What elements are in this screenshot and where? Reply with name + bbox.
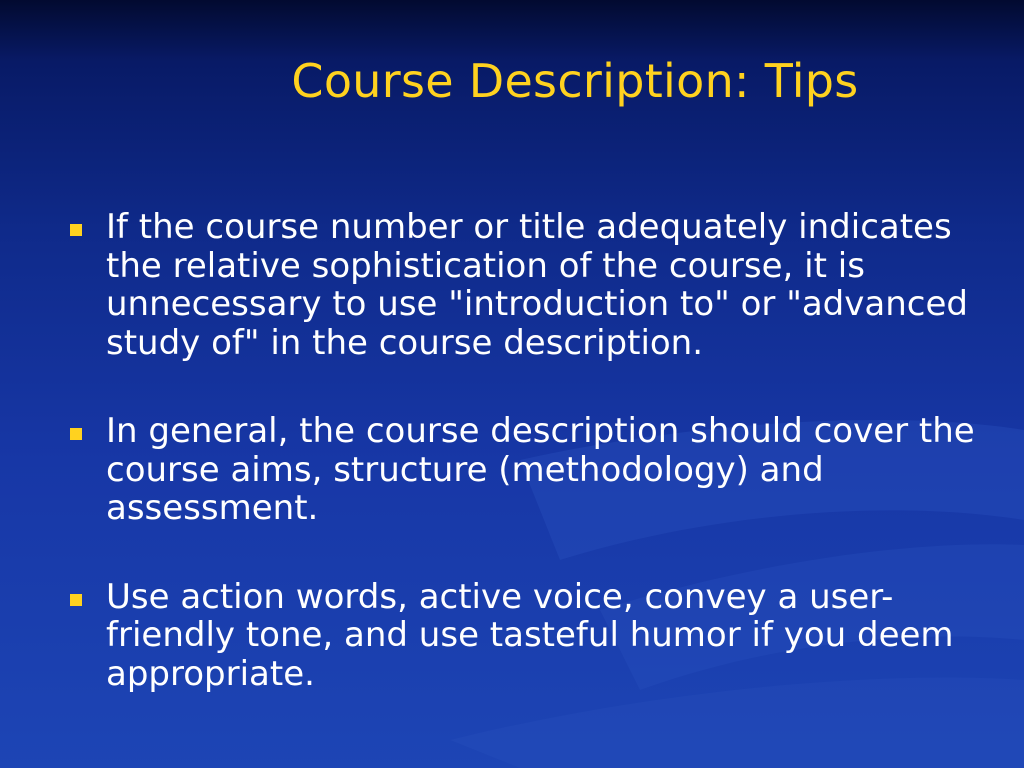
bullet-text: If the course number or title adequately indicates the relative sophistication of the course, it is unnecessary to use "introduction to" or "advanced study of" in the course description.: [106, 207, 968, 363]
bullet-square-icon: [70, 594, 82, 606]
bullet-list: [70, 208, 1010, 693]
bullet-text: In general, the course description should cover the course aims, structure (methodology) and assessment.: [106, 411, 975, 528]
bullet-text: Use action words, active voice, convey a user-friendly tone, and use tasteful humor if you deem appropriate.: [106, 576, 954, 694]
bullet-item: [70, 578, 1010, 694]
bullet-item: [70, 208, 1010, 362]
bullet-item: [70, 412, 1010, 528]
bullet-square-icon: [70, 224, 82, 236]
slide-title: Course Description: Tips: [291, 54, 859, 108]
bullet-square-icon: [70, 428, 82, 440]
